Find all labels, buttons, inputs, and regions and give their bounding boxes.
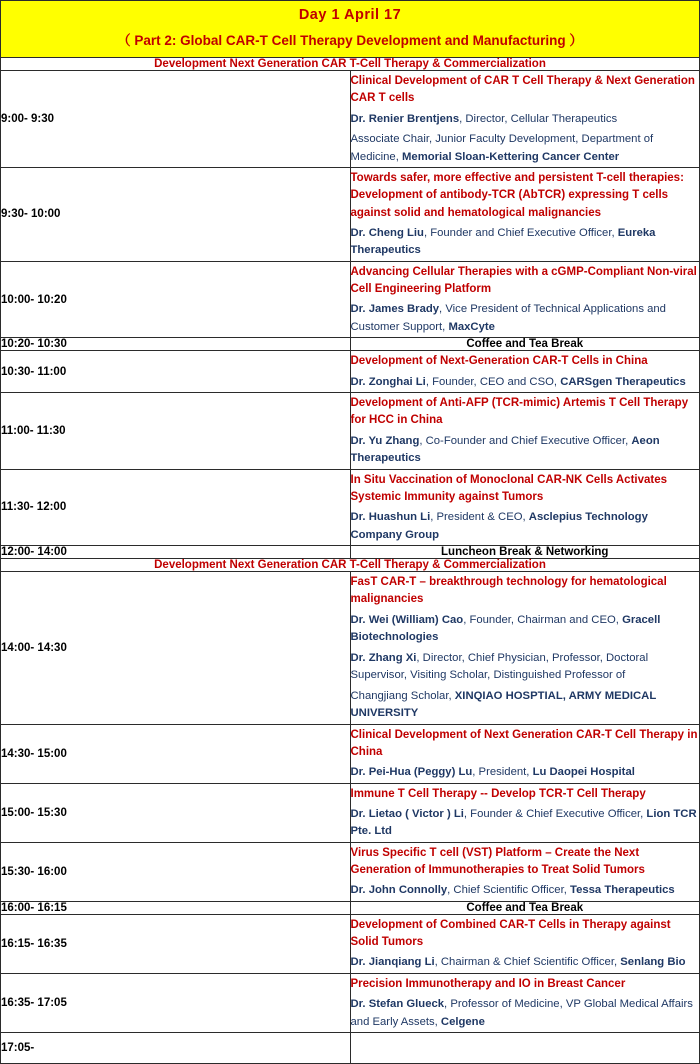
session-time: 15:30- 16:00: [1, 842, 351, 901]
speaker-line: [351, 880, 700, 901]
speaker-line: [351, 648, 700, 686]
agenda-row: [1, 1033, 700, 1064]
speaker-role: , Founder, Chairman and CEO,: [463, 613, 623, 626]
session-title: Development of Combined CAR-T Cells in Therapy against Solid Tumors: [350, 918, 671, 948]
session-title: Towards safer, more effective and persistent T-cell therapies: Development of antibody-TCR (AbTCR) expressing T cells against solid and hematological malignancies: [350, 172, 684, 219]
speaker-line: [351, 299, 700, 337]
speaker-role: Changjiang Scholar,: [350, 689, 455, 702]
session-time: 9:30- 10:00: [1, 168, 351, 262]
speaker-role: , Founder & Chief Executive Officer,: [463, 807, 647, 820]
banner-day-title: Day 1 April 17: [298, 7, 402, 23]
session-details: [350, 71, 700, 168]
agenda-row: [1, 393, 700, 470]
agenda-row: [1, 572, 700, 725]
session-time: 10:30- 11:00: [1, 351, 351, 393]
session-time: 14:30- 15:00: [1, 724, 351, 783]
speaker-name: Dr. Yu Zhang: [350, 434, 420, 447]
session-details: [350, 351, 700, 393]
speaker-organization: Tessa Therapeutics: [570, 884, 675, 897]
session-details: [350, 168, 700, 262]
session-title: In Situ Vaccination of Monoclonal CAR-NK Cells Activates Systemic Immunity against Tumors: [350, 473, 668, 503]
speaker-name: Dr. Zhang Xi: [350, 651, 417, 664]
section-header-label: Development Next Generation CAR T-Cell Therapy & Commercialization: [1, 559, 700, 572]
session-time: 10:20- 10:30: [1, 338, 351, 351]
agenda-banner: [0, 0, 700, 57]
speaker-line: [351, 431, 700, 469]
session-title: Advancing Cellular Therapies with a cGMP-Compliant Non-viral Cell Engineering Platform: [350, 265, 697, 295]
speaker-organization: Memorial Sloan-Kettering Cancer Center: [402, 150, 620, 163]
speaker-name: Dr. Wei (William) Cao: [350, 613, 464, 626]
agenda-row: [1, 469, 700, 546]
session-details: [350, 842, 700, 901]
agenda-row: [1, 338, 700, 351]
speaker-role: , Chairman & Chief Scientific Officer,: [434, 956, 621, 969]
break-label: Coffee and Tea Break: [350, 338, 700, 351]
session-details: [350, 469, 700, 546]
speaker-organization: XINQIAO HOSPTIAL, ARMY MEDICAL UNIVERSITY: [350, 689, 657, 719]
section-header-row: [1, 559, 700, 572]
speaker-role: , Professor of Medicine, VP Global Medical Affairs and Early Assets,: [350, 998, 693, 1028]
speaker-name: Dr. Jianqiang Li: [350, 956, 435, 969]
session-details: [350, 393, 700, 470]
session-title: FasT CAR-T – breakthrough technology for hematological malignancies: [350, 576, 667, 606]
session-time: 16:15- 16:35: [1, 914, 351, 973]
speaker-line: [351, 804, 700, 842]
speaker-name: Dr. James Brady: [350, 303, 440, 316]
agenda-row: [1, 973, 700, 1032]
speaker-line: [351, 223, 700, 261]
speaker-name: Dr. Renier Brentjens: [350, 112, 460, 125]
session-title: Precision Immunotherapy and IO in Breast Cancer: [350, 977, 626, 990]
session-title: Immune T Cell Therapy -- Develop TCR-T Cell Therapy: [350, 787, 646, 800]
speaker-role: , Founder, CEO and CSO,: [425, 375, 561, 388]
session-details: [350, 572, 700, 725]
speaker-organization: Celgene: [440, 1015, 485, 1028]
speaker-role: , Vice President of Technical Applications and Customer Support,: [350, 303, 666, 333]
agenda-row: [1, 351, 700, 393]
session-details: [350, 261, 700, 338]
speaker-line: [351, 762, 700, 783]
speaker-line: [351, 129, 700, 167]
agenda-table: [0, 57, 700, 1064]
session-time: 16:35- 17:05: [1, 973, 351, 1032]
speaker-role: , Co-Founder and Chief Executive Officer,: [419, 434, 632, 447]
session-time: 15:00- 15:30: [1, 783, 351, 842]
session-time: 17:05-: [1, 1033, 351, 1064]
speaker-line: [351, 507, 700, 545]
speaker-name: Dr. Cheng Liu: [350, 226, 424, 239]
speaker-organization: MaxCyte: [448, 320, 495, 333]
session-time: 11:30- 12:00: [1, 469, 351, 546]
speaker-line: [351, 686, 700, 724]
speaker-organization: Eureka Therapeutics: [350, 226, 656, 257]
session-details: [350, 973, 700, 1032]
session-title: Clinical Development of Next Generation CAR-T Cell Therapy in China: [350, 728, 698, 758]
speaker-line: [351, 372, 700, 393]
speaker-name: Dr. Pei-Hua (Peggy) Lu: [350, 766, 473, 778]
speaker-name: Dr. Zonghai Li: [350, 375, 426, 388]
speaker-organization: Aeon Therapeutics: [350, 434, 660, 464]
session-time: 10:00- 10:20: [1, 261, 351, 338]
session-title: Clinical Development of CAR T Cell Therapy & Next Generation CAR T cells: [350, 75, 695, 105]
agenda-row: [1, 724, 700, 783]
speaker-line: [351, 610, 700, 648]
speaker-role: , Director, Cellular Therapeutics: [459, 112, 618, 125]
session-time: 9:00- 9:30: [1, 71, 351, 168]
agenda-row: [1, 71, 700, 168]
section-header-label: Development Next Generation CAR T-Cell Therapy & Commercialization: [1, 58, 700, 71]
break-label: Luncheon Break & Networking: [350, 546, 700, 559]
session-title: Development of Anti-AFP (TCR-mimic) Artemis T Cell Therapy for HCC in China: [350, 397, 689, 427]
speaker-name: Dr. Lietao ( Victor ) Li: [350, 807, 464, 820]
agenda-row: [1, 783, 700, 842]
agenda-row: [1, 546, 700, 559]
session-title: Virus Specific T cell (VST) Platform – Create the Next Generation of Immunotherapies to Treat Solid Tumors: [350, 846, 645, 876]
speaker-name: Dr. John Connolly: [350, 884, 448, 897]
session-time: 12:00- 14:00: [1, 546, 351, 559]
speaker-role: , President & CEO,: [430, 511, 529, 523]
speaker-role: , Director, Chief Physician, Professor, Doctoral Supervisor, Visiting Scholar, Distinguished Professor of: [350, 651, 649, 681]
speaker-name: Dr. Stefan Glueck: [350, 998, 445, 1010]
speaker-line: [351, 109, 700, 130]
speaker-role: , Founder and Chief Executive Officer,: [423, 226, 618, 239]
session-time: 11:00- 11:30: [1, 393, 351, 470]
speaker-organization: Gracell Biotechnologies: [350, 613, 661, 643]
speaker-name: Dr. Huashun Li: [350, 511, 431, 523]
speaker-organization: Asclepius Technology Company Group: [350, 511, 648, 541]
agenda-row: [1, 261, 700, 338]
section-header-row: [1, 58, 700, 71]
speaker-line: [351, 952, 700, 973]
session-details: [350, 783, 700, 842]
speaker-organization: Lu Daopei Hospital: [532, 766, 635, 778]
session-details: [350, 724, 700, 783]
empty-session-cell: [350, 1033, 700, 1064]
agenda-row: [1, 914, 700, 973]
agenda-row: [1, 168, 700, 262]
break-label: Coffee and Tea Break: [350, 901, 700, 914]
agenda-row: [1, 901, 700, 914]
speaker-organization: CARSgen Therapeutics: [560, 375, 686, 388]
speaker-role: Associate Chair, Junior Faculty Development, Department of Medicine,: [350, 133, 654, 163]
speaker-role: , Chief Scientific Officer,: [447, 884, 571, 897]
speaker-role: , President,: [472, 766, 533, 778]
session-title: Development of Next-Generation CAR-T Cells in China: [350, 355, 648, 368]
speaker-line: [351, 994, 700, 1032]
session-details: [350, 914, 700, 973]
speaker-organization: Senlang Bio: [620, 956, 686, 969]
banner-part-title: （ Part 2: Global CAR-T Cell Therapy Development and Manufacturing ）: [117, 33, 583, 48]
agenda-row: [1, 842, 700, 901]
session-time: 14:00- 14:30: [1, 572, 351, 725]
session-time: 16:00- 16:15: [1, 901, 351, 914]
speaker-organization: Lion TCR Pte. Ltd: [350, 807, 697, 838]
